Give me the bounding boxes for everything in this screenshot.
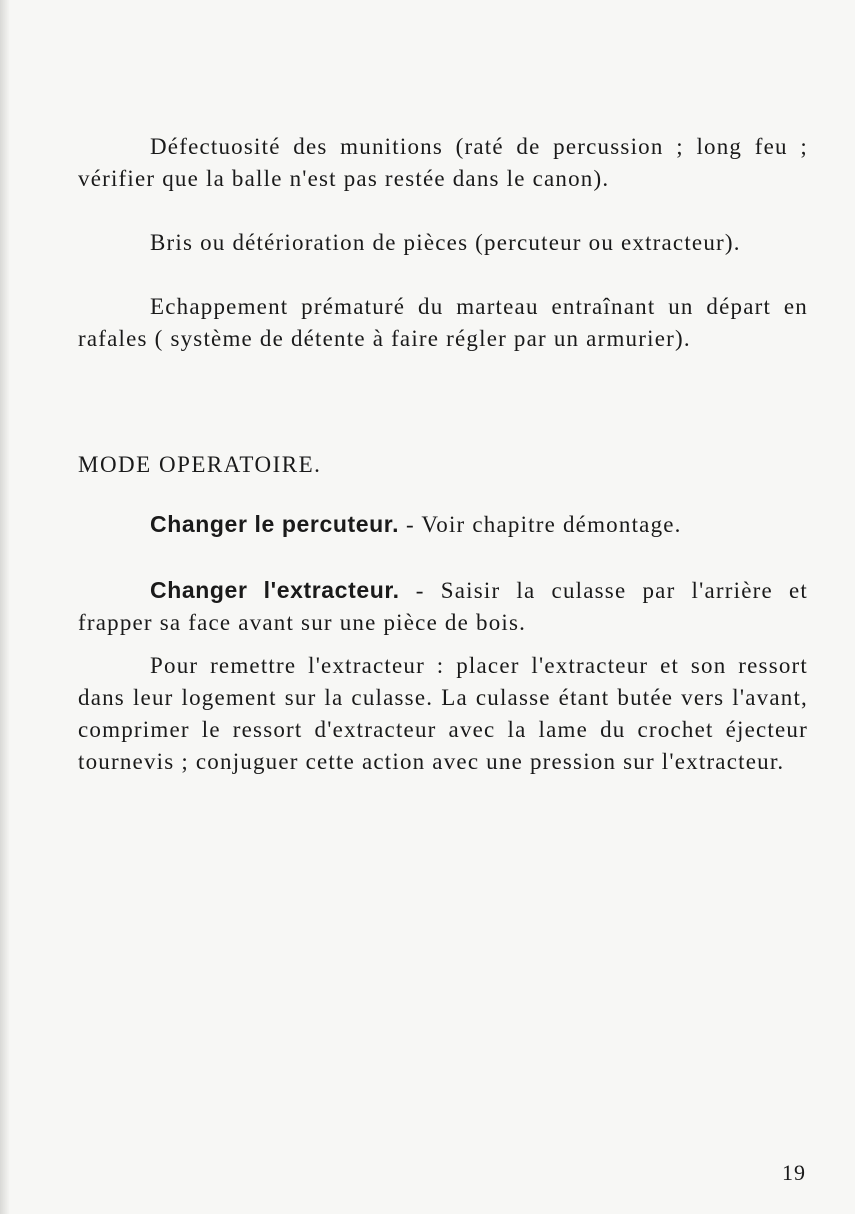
paragraph-text: Défectuosité des munitions (raté de percussion ; long feu ; vérifier que la balle n'est pas restée dans le canon). — [78, 134, 808, 191]
page-number: 19 — [782, 1160, 806, 1185]
operation-change-extractor — [78, 574, 808, 639]
paragraph-text: Pour remettre l'extracteur : placer l'extracteur et son ressort dans leur logement sur la culasse. La culasse étant butée vers l'avant, comprimer le ressort d'extracteur avec la lame du crochet éjecteur tournevis ; conjuguer cette action avec une pression sur l'extracteur. — [78, 653, 808, 774]
operation-title: Changer le percuteur. — [150, 511, 400, 537]
operation-text — [78, 574, 808, 639]
section-heading: MODE OPERATOIRE. — [78, 452, 322, 477]
paragraph-hammer-escape — [78, 291, 808, 355]
paragraph-text: Bris ou détérioration de pièces (percuteur ou extracteur). — [150, 230, 741, 255]
operation-text — [78, 508, 808, 541]
paragraph-broken-parts — [78, 227, 808, 259]
operation-description: - Voir chapitre démontage. — [399, 512, 682, 537]
paragraph-ammunition-defect — [78, 131, 808, 195]
operation-description: - Saisir la culasse par l'arrière et frapper sa face avant sur une pièce de bois. — [78, 578, 808, 635]
operation-change-firing-pin — [78, 508, 808, 541]
page-edge-shadow — [0, 0, 10, 1214]
paragraph-text: Echappement prématuré du marteau entraînant un départ en rafales ( système de détente à faire régler par un armurier). — [78, 294, 808, 351]
operation-title: Changer l'extracteur. — [150, 577, 400, 603]
paragraph-refit-extractor — [78, 650, 808, 778]
